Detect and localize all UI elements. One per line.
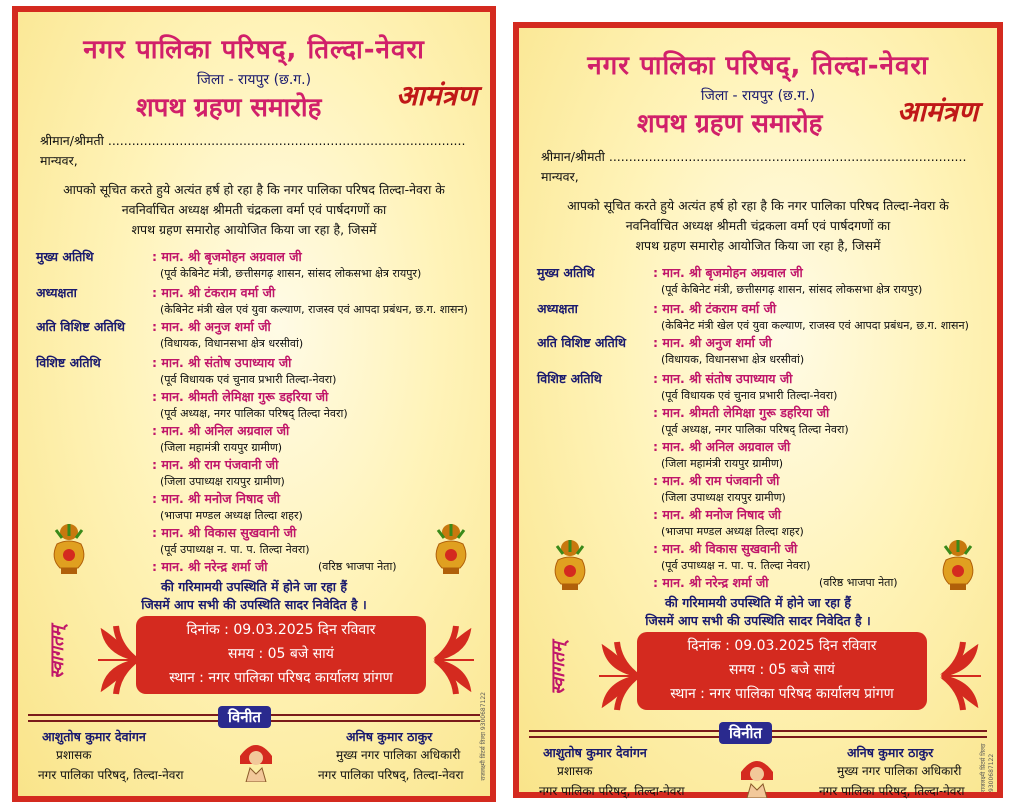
- event-date: दिनांक : 09.03.2025 दिन रविवार: [687, 638, 877, 654]
- guest-name: : मान. श्री राम पंजवानी जी: [152, 457, 279, 472]
- guest-description: (भाजपा मण्डल अध्यक्ष तिल्दा शहर): [160, 509, 303, 522]
- guest-description: (विधायक, विधानसभा क्षेत्र धरसीवां): [160, 337, 304, 350]
- salutation-row: [541, 148, 966, 165]
- guest-name: : मान. श्री विकास सुखवानी जी: [152, 525, 297, 540]
- event-venue: स्थान : नगर पालिका परिषद कार्यालय प्रांगण: [670, 686, 894, 702]
- guest-description: (वरिष्ठ भाजपा नेता): [819, 576, 898, 589]
- guest-name: : मान. श्री नरेन्द्र शर्मा जी: [653, 575, 769, 590]
- leader-emblem-icon: [236, 734, 276, 782]
- closing-line-1: की गरिमामयी उपस्थिति में होने जा रहा हैं: [665, 595, 851, 610]
- respected-text: मान्यवर,: [541, 169, 579, 184]
- event-venue: स्थान : नगर पालिका परिषद कार्यालय प्रांगण: [169, 670, 393, 686]
- kalash-left-icon: [549, 538, 591, 594]
- card-title: नगर पालिका परिषद्, तिल्दा-नेवरा: [587, 51, 929, 81]
- event-time: समय : 05 बजे सायं: [729, 662, 835, 678]
- guest-description: (पूर्व विधायक एवं चुनाव प्रभारी तिल्दा-नेवरा): [661, 389, 838, 402]
- guest-name: : मान. श्री टंकराम वर्मा जी: [653, 301, 777, 316]
- guest-name: : मान. श्री अनुज शर्मा जी: [653, 335, 772, 350]
- printer-credit: राजलक्ष्मी प्रिंटर्स तिल्दा 9300687122: [480, 692, 487, 781]
- guest-description: (जिला उपाध्यक्ष रायपुर ग्रामीण): [160, 475, 285, 488]
- guest-description: (विधायक, विधानसभा क्षेत्र धरसीवां): [661, 353, 805, 366]
- invitation-card-left: [12, 6, 496, 802]
- sign-right-org: नगर पालिका परिषद्, तिल्दा-नेवरा: [318, 768, 464, 782]
- invitation-card-right: [513, 22, 1003, 798]
- guest-description: (केबिनेट मंत्री खेल एवं युवा कल्याण, राजस्व एवं आपदा प्रबंधन, छ.ग. शासन): [160, 303, 468, 316]
- event-details-box: [136, 616, 426, 694]
- intro-line-3: शपथ ग्रहण समारोह आयोजित किया जा रहा है, जिसमें: [131, 222, 377, 237]
- guest-name: : मान. श्री अनुज शर्मा जी: [152, 319, 271, 334]
- guest-name: : मान. श्री नरेन्द्र शर्मा जी: [152, 559, 268, 574]
- guest-description: (पूर्व विधायक एवं चुनाव प्रभारी तिल्दा-नेवरा): [160, 373, 337, 386]
- intro-line-2: नवनिर्वाचित अध्यक्ष श्रीमती चंद्रकला वर्मा एवं पार्षदगणों का: [625, 218, 891, 233]
- swagatam-text: स्वागतम्: [47, 626, 68, 679]
- closing-line-1: की गरिमामयी उपस्थिति में होने जा रहा हैं: [161, 579, 347, 594]
- guest-name: : मान. श्री संतोष उपाध्याय जी: [653, 371, 793, 386]
- guest-description: (पूर्व केबिनेट मंत्री, छत्तीसगढ़ शासन, सांसद लोकसभा क्षेत्र रायपुर): [661, 283, 923, 296]
- sign-left-org: नगर पालिका परिषद्, तिल्दा-नेवरा: [539, 784, 685, 798]
- guest-description: (पूर्व उपाध्यक्ष न. पा. प. तिल्दा नेवरा): [661, 559, 811, 572]
- kalash-right-icon: [430, 522, 472, 578]
- sign-right-name: अनिष कुमार ठाकुर: [847, 745, 934, 760]
- ceremony-title: शपथ ग्रहण समारोह: [637, 109, 823, 139]
- sign-left-org: नगर पालिका परिषद्, तिल्दा-नेवरा: [38, 768, 184, 782]
- sign-right-org: नगर पालिका परिषद्, तिल्दा-नेवरा: [819, 784, 965, 798]
- guest-name: : मान. श्री बृजमोहन अग्रवाल जी: [152, 249, 302, 264]
- kalash-left-icon: [48, 522, 90, 578]
- sign-left-role: प्रशासक: [56, 748, 92, 762]
- printer-credit: राजलक्ष्मी प्रिंटर्स तिल्दा 9300687122: [980, 743, 995, 792]
- intro-line-1: आपको सूचित करते हुये अत्यंत हर्ष हो रहा है कि नगर पालिका परिषद तिल्दा-नेवरा के: [63, 182, 445, 197]
- guest-name: : मान. श्री अनिल अग्रवाल जी: [152, 423, 290, 438]
- intro-line-1: आपको सूचित करते हुये अत्यंत हर्ष हो रहा है कि नगर पालिका परिषद तिल्दा-नेवरा के: [567, 198, 949, 213]
- salutation-label: श्रीमान/श्रीमती: [40, 133, 104, 148]
- flower-left-icon: [597, 640, 641, 712]
- ceremony-title: शपथ ग्रहण समारोह: [136, 93, 322, 123]
- role-special-guest: अति विशिष्ट अतिथि: [537, 335, 626, 350]
- closing-line-2: जिसमें आप सभी की उपस्थिति सादर निवेदित है ।: [141, 597, 367, 612]
- role-chief-guest: मुख्य अतिथि: [537, 265, 595, 280]
- salutation-row: [40, 132, 465, 149]
- guest-description: (पूर्व अध्यक्ष, नगर पालिका परिषद् तिल्दा नेवरा): [160, 407, 348, 420]
- role-presidency: अध्यक्षता: [36, 285, 77, 300]
- event-details-box: [637, 632, 927, 710]
- intro-line-2: नवनिर्वाचित अध्यक्ष श्रीमती चंद्रकला वर्मा एवं पार्षदगणों का: [121, 202, 387, 217]
- district-line: जिला - रायपुर (छ.ग.): [700, 88, 816, 104]
- guest-name: : मान. श्रीमती लेमिक्षा गुरू डहरिया जी: [653, 405, 830, 420]
- intro-line-3: शपथ ग्रहण समारोह आयोजित किया जा रहा है, जिसमें: [635, 238, 881, 253]
- salutation-dots: ..........................................................................................: [107, 133, 466, 148]
- guest-name: : मान. श्री विकास सुखवानी जी: [653, 541, 798, 556]
- aamantran-text: आमंत्रण: [396, 79, 478, 112]
- sign-right-name: अनिष कुमार ठाकुर: [346, 729, 433, 744]
- guest-name: : मान. श्री टंकराम वर्मा जी: [152, 285, 276, 300]
- guest-name: : मान. श्री मनोज निषाद जी: [152, 491, 280, 506]
- guest-description: (जिला महामंत्री रायपुर ग्रामीण): [661, 457, 784, 470]
- guest-name: : मान. श्री राम पंजवानी जी: [653, 473, 780, 488]
- event-time: समय : 05 बजे सायं: [228, 646, 334, 662]
- salutation-label: श्रीमान/श्रीमती: [541, 149, 605, 164]
- guest-description: (पूर्व अध्यक्ष, नगर पालिका परिषद् तिल्दा नेवरा): [661, 423, 849, 436]
- leader-emblem-icon: [737, 750, 777, 798]
- guest-description: (जिला उपाध्यक्ष रायपुर ग्रामीण): [661, 491, 786, 504]
- guest-description: (पूर्व उपाध्यक्ष न. पा. प. तिल्दा नेवरा): [160, 543, 310, 556]
- flower-left-icon: [96, 624, 140, 696]
- vineet-badge: विनीत: [719, 722, 772, 744]
- salutation-dots: ..........................................................................................: [608, 149, 967, 164]
- district-line: जिला - रायपुर (छ.ग.): [196, 72, 312, 88]
- sign-right-role: मुख्य नगर पालिका अधिकारी: [336, 748, 461, 762]
- aamantran-text: आमंत्रण: [897, 95, 979, 128]
- guest-description: (वरिष्ठ भाजपा नेता): [318, 560, 397, 573]
- guest-description: (पूर्व केबिनेट मंत्री, छत्तीसगढ़ शासन, सांसद लोकसभा क्षेत्र रायपुर): [160, 267, 422, 280]
- card-title: नगर पालिका परिषद्, तिल्दा-नेवरा: [83, 35, 425, 65]
- guest-description: (भाजपा मण्डल अध्यक्ष तिल्दा शहर): [661, 525, 804, 538]
- vineet-badge: विनीत: [218, 706, 271, 728]
- guest-description: (जिला महामंत्री रायपुर ग्रामीण): [160, 441, 283, 454]
- sign-left-role: प्रशासक: [557, 764, 593, 778]
- guest-name: : मान. श्री बृजमोहन अग्रवाल जी: [653, 265, 803, 280]
- guest-name: : मान. श्री संतोष उपाध्याय जी: [152, 355, 292, 370]
- role-distinguished-guests: विशिष्ट अतिथि: [537, 371, 602, 386]
- flower-right-icon: [939, 640, 983, 712]
- guest-name: : मान. श्री मनोज निषाद जी: [653, 507, 781, 522]
- swagatam-text: स्वागतम्: [548, 642, 569, 695]
- guest-description: (केबिनेट मंत्री खेल एवं युवा कल्याण, राजस्व एवं आपदा प्रबंधन, छ.ग. शासन): [661, 319, 969, 332]
- event-date: दिनांक : 09.03.2025 दिन रविवार: [186, 622, 376, 638]
- respected-text: मान्यवर,: [40, 153, 78, 168]
- sign-right-role: मुख्य नगर पालिका अधिकारी: [837, 764, 962, 778]
- role-distinguished-guests: विशिष्ट अतिथि: [36, 355, 101, 370]
- guest-name: : मान. श्रीमती लेमिक्षा गुरू डहरिया जी: [152, 389, 329, 404]
- sign-left-name: आशुतोष कुमार देवांगन: [42, 729, 146, 744]
- role-presidency: अध्यक्षता: [537, 301, 578, 316]
- flower-right-icon: [432, 624, 476, 696]
- kalash-right-icon: [937, 538, 979, 594]
- closing-line-2: जिसमें आप सभी की उपस्थिति सादर निवेदित है ।: [645, 613, 871, 628]
- role-special-guest: अति विशिष्ट अतिथि: [36, 319, 125, 334]
- guest-name: : मान. श्री अनिल अग्रवाल जी: [653, 439, 791, 454]
- role-chief-guest: मुख्य अतिथि: [36, 249, 94, 264]
- sign-left-name: आशुतोष कुमार देवांगन: [543, 745, 647, 760]
